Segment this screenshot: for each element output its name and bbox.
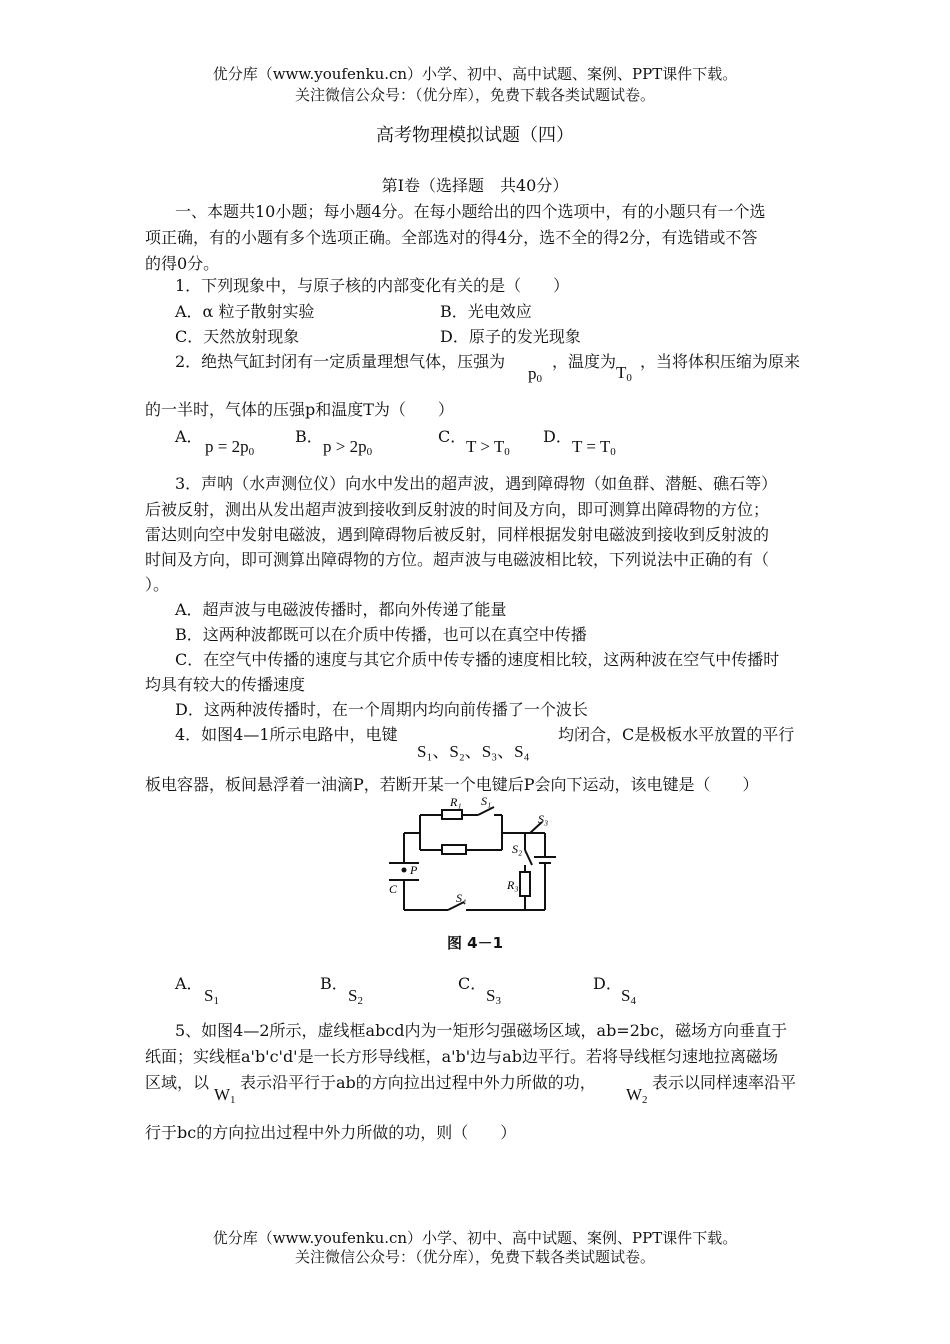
resistor-r1 bbox=[442, 810, 462, 819]
q1-stem: 1．下列现象中，与原子核的内部变化有关的是（ ） bbox=[175, 276, 570, 295]
q2-option-d-label: D． bbox=[543, 427, 572, 446]
resistor-r2 bbox=[442, 845, 466, 854]
q2-stem-part-1: 2．绝热气缸封闭有一定质量理想气体，压强为 bbox=[175, 352, 506, 371]
q4-option-b-value: $S_2$ bbox=[348, 986, 363, 1007]
q5-w1: $W_1$ bbox=[214, 1085, 236, 1106]
q4-stem-part-2: 均闭合，C是极板水平放置的平行 bbox=[558, 725, 795, 744]
section-heading: 第Ⅰ卷（选择题 共40分） bbox=[381, 176, 569, 195]
header-line-1: 优分库（www.youfenku.cn）小学、初中、高中试题、案例、PPT课件下载。 bbox=[212, 65, 738, 83]
q5-line-2: 纸面；实线框a'b'c'd'是一长方形导线框，a'b'边与ab边平行。若将导线框匀速地拉离磁场 bbox=[145, 1047, 778, 1066]
q4-switches: S₁、S₂、S₃、S₄ bbox=[417, 742, 530, 761]
q3-option-a: A．超声波与电磁波传播时，都向外传递了能量 bbox=[175, 600, 507, 619]
q3-line-3: 雷达则向空中发射电磁波，遇到障碍物后被反射，同样根据发射电磁波到接收到反射波的 bbox=[145, 525, 770, 544]
label-s1: S₁ bbox=[481, 794, 492, 808]
q4-option-c-label: C． bbox=[458, 974, 487, 993]
label-c: C bbox=[389, 882, 398, 896]
q2-t0: $T_0$ bbox=[616, 363, 632, 384]
oil-drop-p bbox=[402, 868, 407, 873]
footer-line-2: 关注微信公众号：（优分库），免费下载各类试题试卷。 bbox=[294, 1248, 655, 1266]
switch-s1 bbox=[478, 807, 494, 815]
q4-stem-line-2: 板电容器，板间悬浮着一油滴P，若断开某一个电键后P会向下运动，该电键是（ ） bbox=[145, 775, 759, 794]
q2-option-b-expr: $p > 2p_0$ bbox=[323, 437, 373, 458]
label-p: P bbox=[410, 863, 418, 877]
header-line-2: 关注微信公众号：（优分库），免费下载各类试题试卷。 bbox=[294, 86, 655, 104]
label-r1: R₁ bbox=[450, 795, 462, 809]
page-title: 高考物理模拟试题（四） bbox=[376, 125, 574, 146]
q2-option-c-expr: $T > T_0$ bbox=[466, 437, 510, 458]
q2-option-b-label: B． bbox=[295, 427, 323, 446]
intro-line-3: 的得0分。 bbox=[145, 254, 220, 273]
q5-line-1: 5、如图4—2所示，虚线框abcd内为一矩形匀强磁场区域，ab=2bc，磁场方向垂直于 bbox=[175, 1021, 788, 1040]
q2-stem-line-2: 的一半时，气体的压强p和温度T为（ ） bbox=[145, 400, 454, 419]
q2-option-c-label: C． bbox=[438, 427, 467, 446]
switch-s2 bbox=[525, 850, 532, 865]
q4-option-d-label: D． bbox=[593, 974, 622, 993]
resistor-r3 bbox=[520, 872, 530, 896]
q2-stem-part-2: ，温度为 bbox=[552, 352, 617, 371]
q4-option-c-value: $S_3$ bbox=[486, 986, 501, 1007]
q4-option-b-label: B． bbox=[320, 974, 348, 993]
q5-w2: $W_2$ bbox=[626, 1085, 648, 1106]
q3-option-c-line-2: 均具有较大的传播速度 bbox=[145, 675, 306, 694]
q2-option-a-expr: $p = 2p_0$ bbox=[205, 437, 255, 458]
q1-option-c: C．天然放射现象 bbox=[175, 327, 300, 346]
label-r3: R₃ bbox=[507, 878, 519, 892]
q3-line-2: 后被反射，测出从发出超声波到接收到反射波的时间及方向，即可测算出障碍物的方位； bbox=[145, 500, 770, 519]
q3-line-1: 3．声呐（水声测位仪）向水中发出的超声波，遇到障碍物（如鱼群、潜艇、礁石等） bbox=[175, 474, 778, 493]
q1-option-b: B．光电效应 bbox=[440, 302, 532, 321]
q1-option-a: A．α 粒子散射实验 bbox=[175, 302, 315, 321]
q4-stem-part-1: 4．如图4—1所示电路中，电键 bbox=[175, 725, 398, 744]
label-s4: S₄ bbox=[456, 891, 467, 905]
q5-line-4: 行于bc的方向拉出过程中外力所做的功，则（ ） bbox=[145, 1123, 517, 1142]
q3-option-b: B．这两种波都既可以在介质中传播，也可以在真空中传播 bbox=[175, 625, 587, 644]
q5-line-3-part-1: 区域，以 bbox=[145, 1073, 210, 1092]
figure-caption: 图 4－1 bbox=[446, 934, 504, 952]
q2-option-d-expr: $T = T_0$ bbox=[572, 437, 616, 458]
q2-option-a-label: A． bbox=[175, 427, 203, 446]
q3-line-5: ）。 bbox=[145, 575, 170, 594]
label-s3: S₃ bbox=[538, 812, 549, 826]
q2-p0: $p_0$ bbox=[528, 364, 542, 385]
q4-option-d-value: $S_4$ bbox=[621, 986, 636, 1007]
q2-stem-part-3: ，当将体积压缩为原来 bbox=[640, 352, 801, 371]
intro-line-1: 一、本题共10小题；每小题4分。在每小题给出的四个选项中，有的小题只有一个选 bbox=[175, 202, 766, 221]
q3-option-c-line-1: C．在空气中传播的速度与其它介质中传专播的速度相比较，这两种波在空气中传播时 bbox=[175, 650, 780, 669]
footer-line-1: 优分库（www.youfenku.cn）小学、初中、高中试题、案例、PPT课件下载。 bbox=[212, 1229, 738, 1247]
q4-option-a-label: A． bbox=[175, 974, 203, 993]
q3-option-d: D．这两种波传播时，在一个周期内均向前传播了一个波长 bbox=[175, 700, 588, 719]
intro-line-2: 项正确，有的小题有多个选项正确。全部选对的得4分，选不全的得2分，有选错或不答 bbox=[145, 228, 758, 247]
q5-line-3-part-2: 表示沿平行于ab的方向拉出过程中外力所做的功， bbox=[240, 1073, 596, 1092]
q4-option-a-value: $S_1$ bbox=[204, 986, 219, 1007]
q1-option-d: D．原子的发光现象 bbox=[440, 327, 581, 346]
q3-line-4: 时间及方向，即可测算出障碍物的方位。超声波与电磁波相比较，下列说法中正确的有（ bbox=[145, 550, 770, 569]
label-s2: S₂ bbox=[512, 842, 523, 856]
circuit-diagram bbox=[380, 790, 570, 920]
q5-line-3-part-3: 表示以同样速率沿平 bbox=[652, 1073, 797, 1092]
